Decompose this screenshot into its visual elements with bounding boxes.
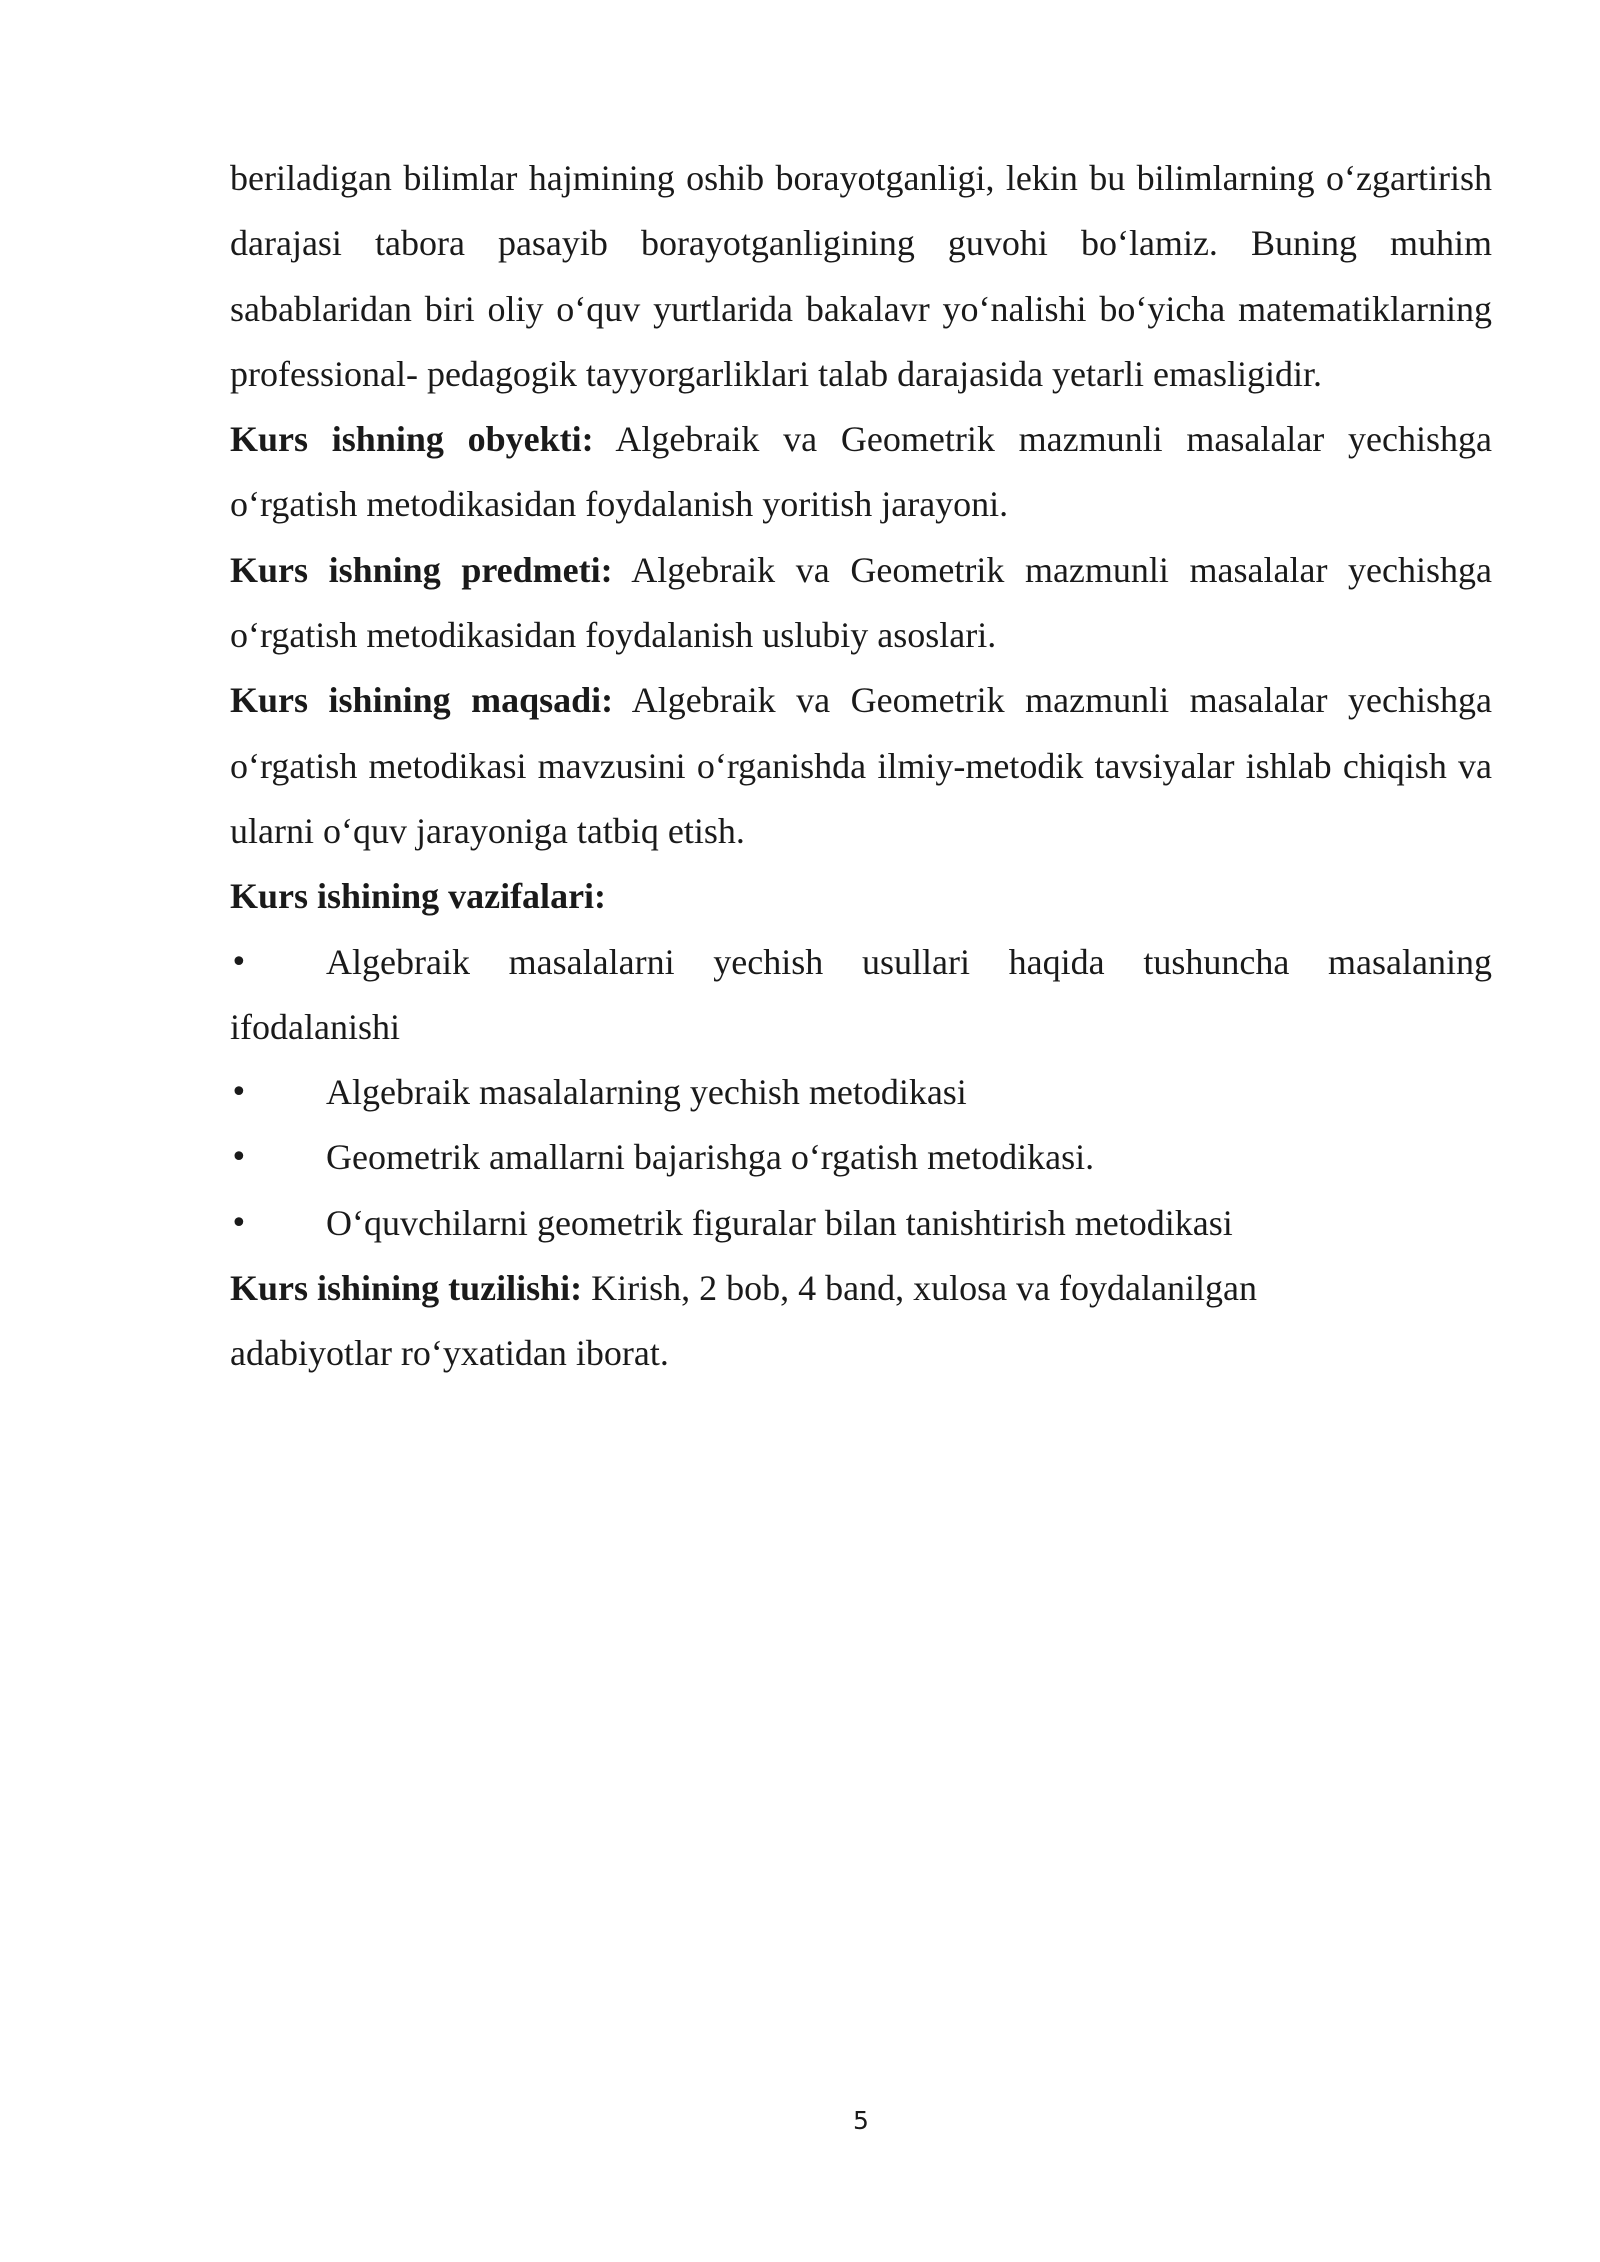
page-number: 5 [853, 2106, 869, 2135]
bullet-icon: • [230, 1205, 248, 1241]
structure-paragraph [230, 1256, 1350, 1387]
bullet-icon: • [230, 1075, 248, 1111]
list-item-text: Algebraik masalalarni yechish usullari haqida tushuncha masalaning ifodalanishi [230, 941, 1492, 1047]
goal-label: Kurs ishining maqsadi: [230, 680, 614, 721]
list-item [230, 930, 1492, 1061]
structure-label: Kurs ishining tuzilishi: [230, 1268, 583, 1309]
bullet-icon: • [230, 1140, 248, 1176]
intro-paragraph: beriladigan bilimlar hajmining oshib borayotganligi, lekin bu bilimlarning o‘zgartirish darajasi tabora pasayib borayotganligining guvohi bo‘lamiz. Buning muhim sabablaridan biri oliy o‘quv yurtlarida bakalavr yo‘nalishi bo‘yicha matematiklarning professional- pedagogik tayyorgarliklari talab darajasida yetarli emasligidir. [230, 158, 1492, 394]
list-item-text: Algebraik masalalarning yechish metodikasi [326, 1072, 967, 1113]
subject-paragraph [230, 538, 1492, 669]
tasks-list [230, 930, 1492, 1256]
object-text: Algebraik va Geometrik mazmunli masalalar yechishga o‘rgatish metodikasidan foydalanish yoritish jarayoni. [230, 419, 1492, 525]
list-item-text: Geometrik amallarni bajarishga o‘rgatish metodikasi. [326, 1137, 1095, 1178]
goal-paragraph [230, 668, 1492, 864]
subject-label: Kurs ishning predmeti: [230, 549, 613, 590]
bullet-icon: • [230, 944, 248, 980]
list-item [230, 1060, 1492, 1125]
tasks-heading: Kurs ishining vazifalari: [230, 876, 607, 917]
goal-text: Algebraik va Geometrik mazmunli masalalar yechishga o‘rgatish metodikasi mavzusini o‘rganishda ilmiy-metodik tavsiyalar ishlab chiqish va ularni o‘quv jarayoniga tatbiq etish. [230, 680, 1493, 851]
list-item-text: O‘quvchilarni geometrik figuralar bilan tanishtirish metodikasi [326, 1202, 1233, 1243]
list-item [230, 1191, 1492, 1256]
list-item [230, 1125, 1492, 1190]
object-label: Kurs ishning obyekti: [230, 419, 594, 460]
structure-text: Kirish, 2 bob, 4 band, xulosa va foydalanilgan adabiyotlar ro‘yxatidan iborat. [230, 1268, 1257, 1374]
object-paragraph [230, 407, 1492, 538]
document-body [230, 146, 1492, 1387]
subject-text: Algebraik va Geometrik mazmunli masalalar yechishga o‘rgatish metodikasidan foydalanish uslubiy asoslari. [230, 549, 1492, 656]
